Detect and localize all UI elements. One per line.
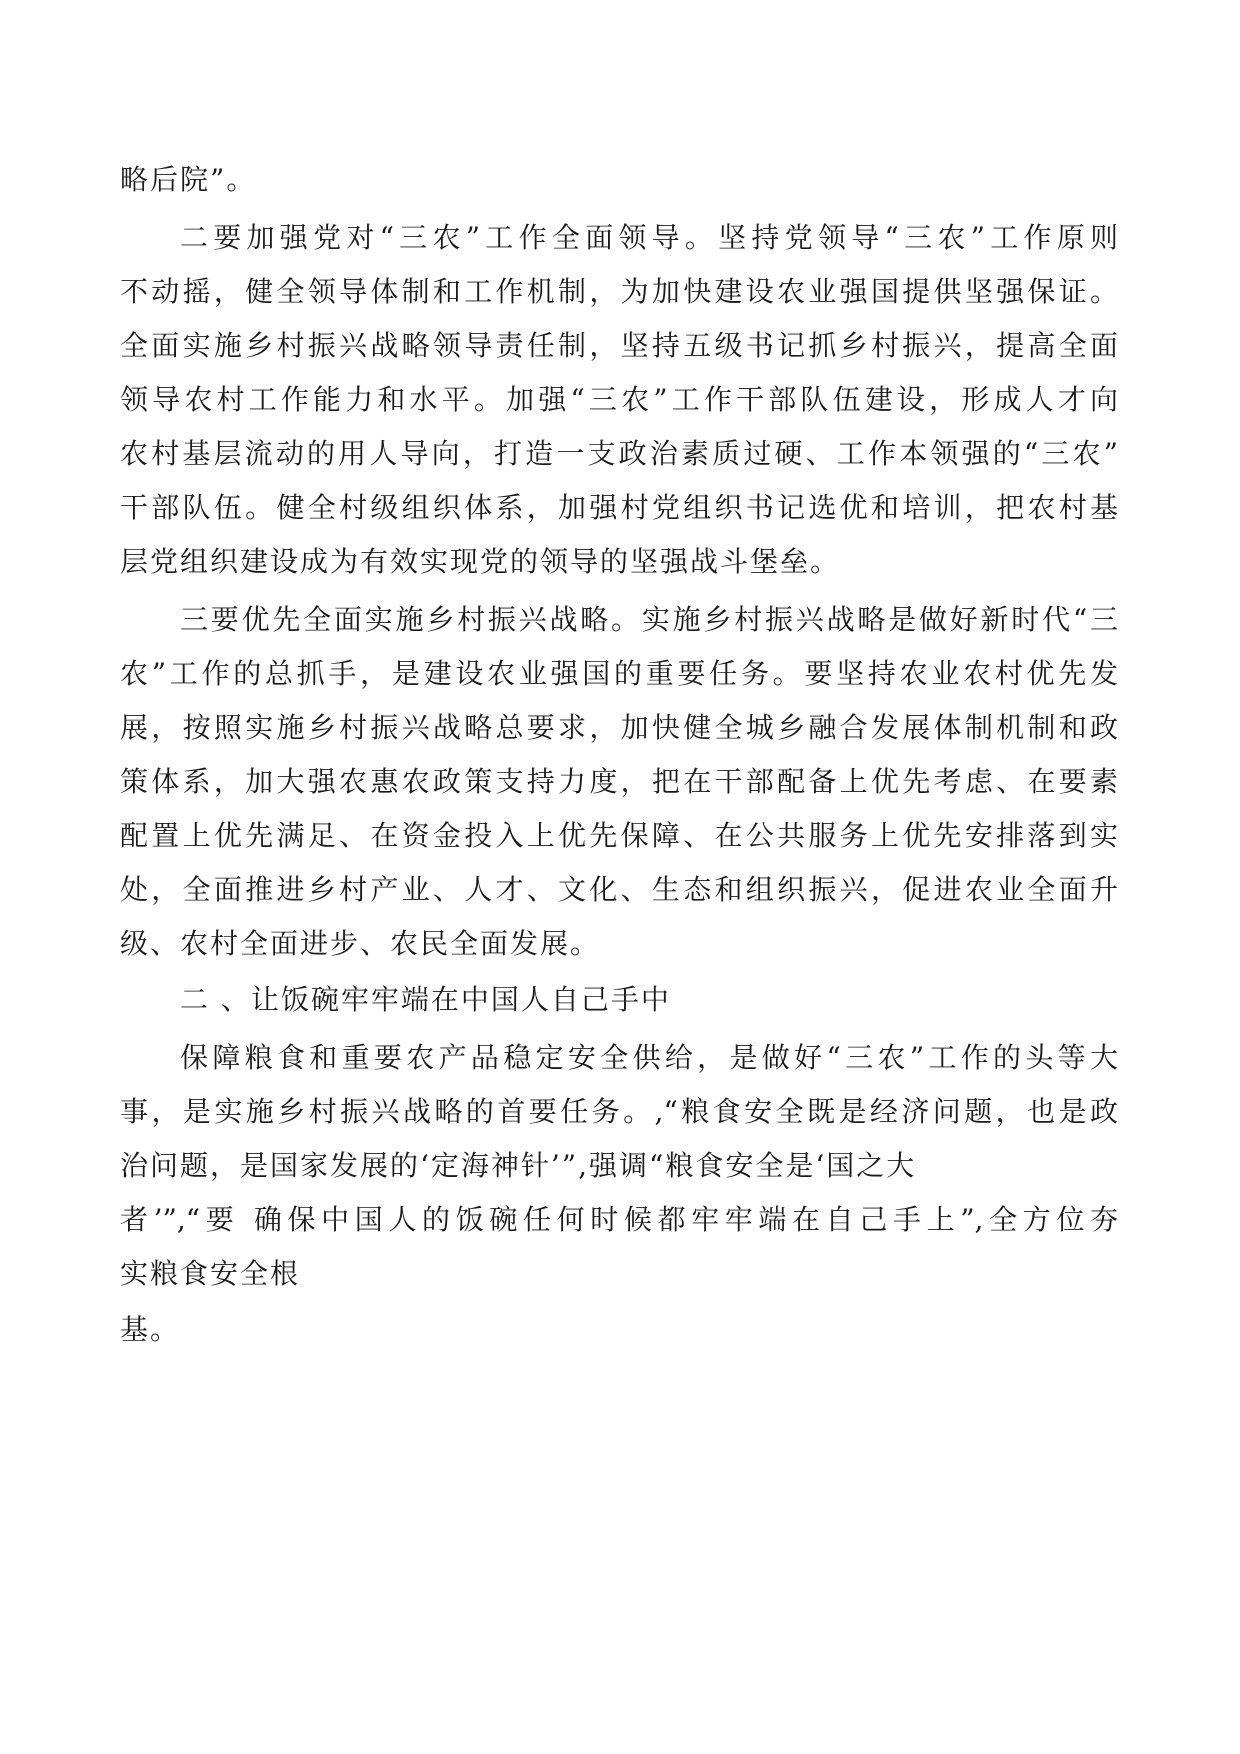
text-line-5: 领导农村工作能力和水平。加强“三农”工作干部队伍建设，形成人才向 xyxy=(120,383,1118,416)
text-line-3: 不动摇，健全领导体制和工作机制，为加快建设农业强国提供坚强保证。 xyxy=(120,275,1118,308)
text-line-14: 处，全面推进乡村产业、人才、文化、生态和组织振兴，促进农业全面升 xyxy=(120,873,1118,906)
text-line-12: 策体系，加大强农惠农政策支持力度，把在干部配备上优先考虑、在要素 xyxy=(120,765,1118,798)
text-line-9: 三要优先全面实施乡村振兴战略。实施乡村振兴战略是做好新时代“三 xyxy=(180,603,1118,636)
text-line-1: 略后院”。 xyxy=(120,163,257,196)
text-line-15: 级、农村全面进步、农民全面发展。 xyxy=(120,927,601,960)
text-line-6: 农村基层流动的用人导向，打造一支政治素质过硬、工作本领强的“三农” xyxy=(120,437,1118,470)
text-line-13: 配置上优先满足、在资金投入上优先保障、在公共服务上优先安排落到实 xyxy=(120,819,1118,852)
text-line-18: 事，是实施乡村振兴战略的首要任务。,“粮食安全既是经济问题，也是政 xyxy=(120,1095,1118,1128)
text-line-19: 治问题，是国家发展的‘定海神针’”,强调“粮食安全是‘国之大 xyxy=(120,1149,917,1182)
text-line-21: 实粮食安全根 xyxy=(120,1257,301,1290)
text-line-8: 层党组织建设成为有效实现党的领导的坚强战斗堡垒。 xyxy=(120,545,841,578)
section-heading: 二 、让饭碗牢牢端在中国人自己手中 xyxy=(180,983,671,1016)
text-line-7: 干部队伍。健全村级组织体系，加强村党组织书记选优和培训，把农村基 xyxy=(120,491,1118,524)
text-line-4: 全面实施乡村振兴战略领导责任制，坚持五级书记抓乡村振兴，提高全面 xyxy=(120,329,1118,362)
text-line-2: 二要加强党对“三农”工作全面领导。坚持党领导“三农”工作原则 xyxy=(180,221,1118,254)
text-line-10: 农”工作的总抓手，是建设农业强国的重要任务。要坚持农业农村优先发 xyxy=(120,657,1118,690)
text-line-11: 展，按照实施乡村振兴战略总要求，加快健全城乡融合发展体制机制和政 xyxy=(120,711,1118,744)
text-line-20: 者’”,“要 确保中国人的饭碗任何时候都牢牢端在自己手上”,全方位夯 xyxy=(120,1203,1118,1236)
text-line-17: 保障粮食和重要农产品稳定安全供给，是做好“三农”工作的头等大 xyxy=(180,1041,1118,1074)
text-line-22: 基。 xyxy=(120,1313,181,1346)
